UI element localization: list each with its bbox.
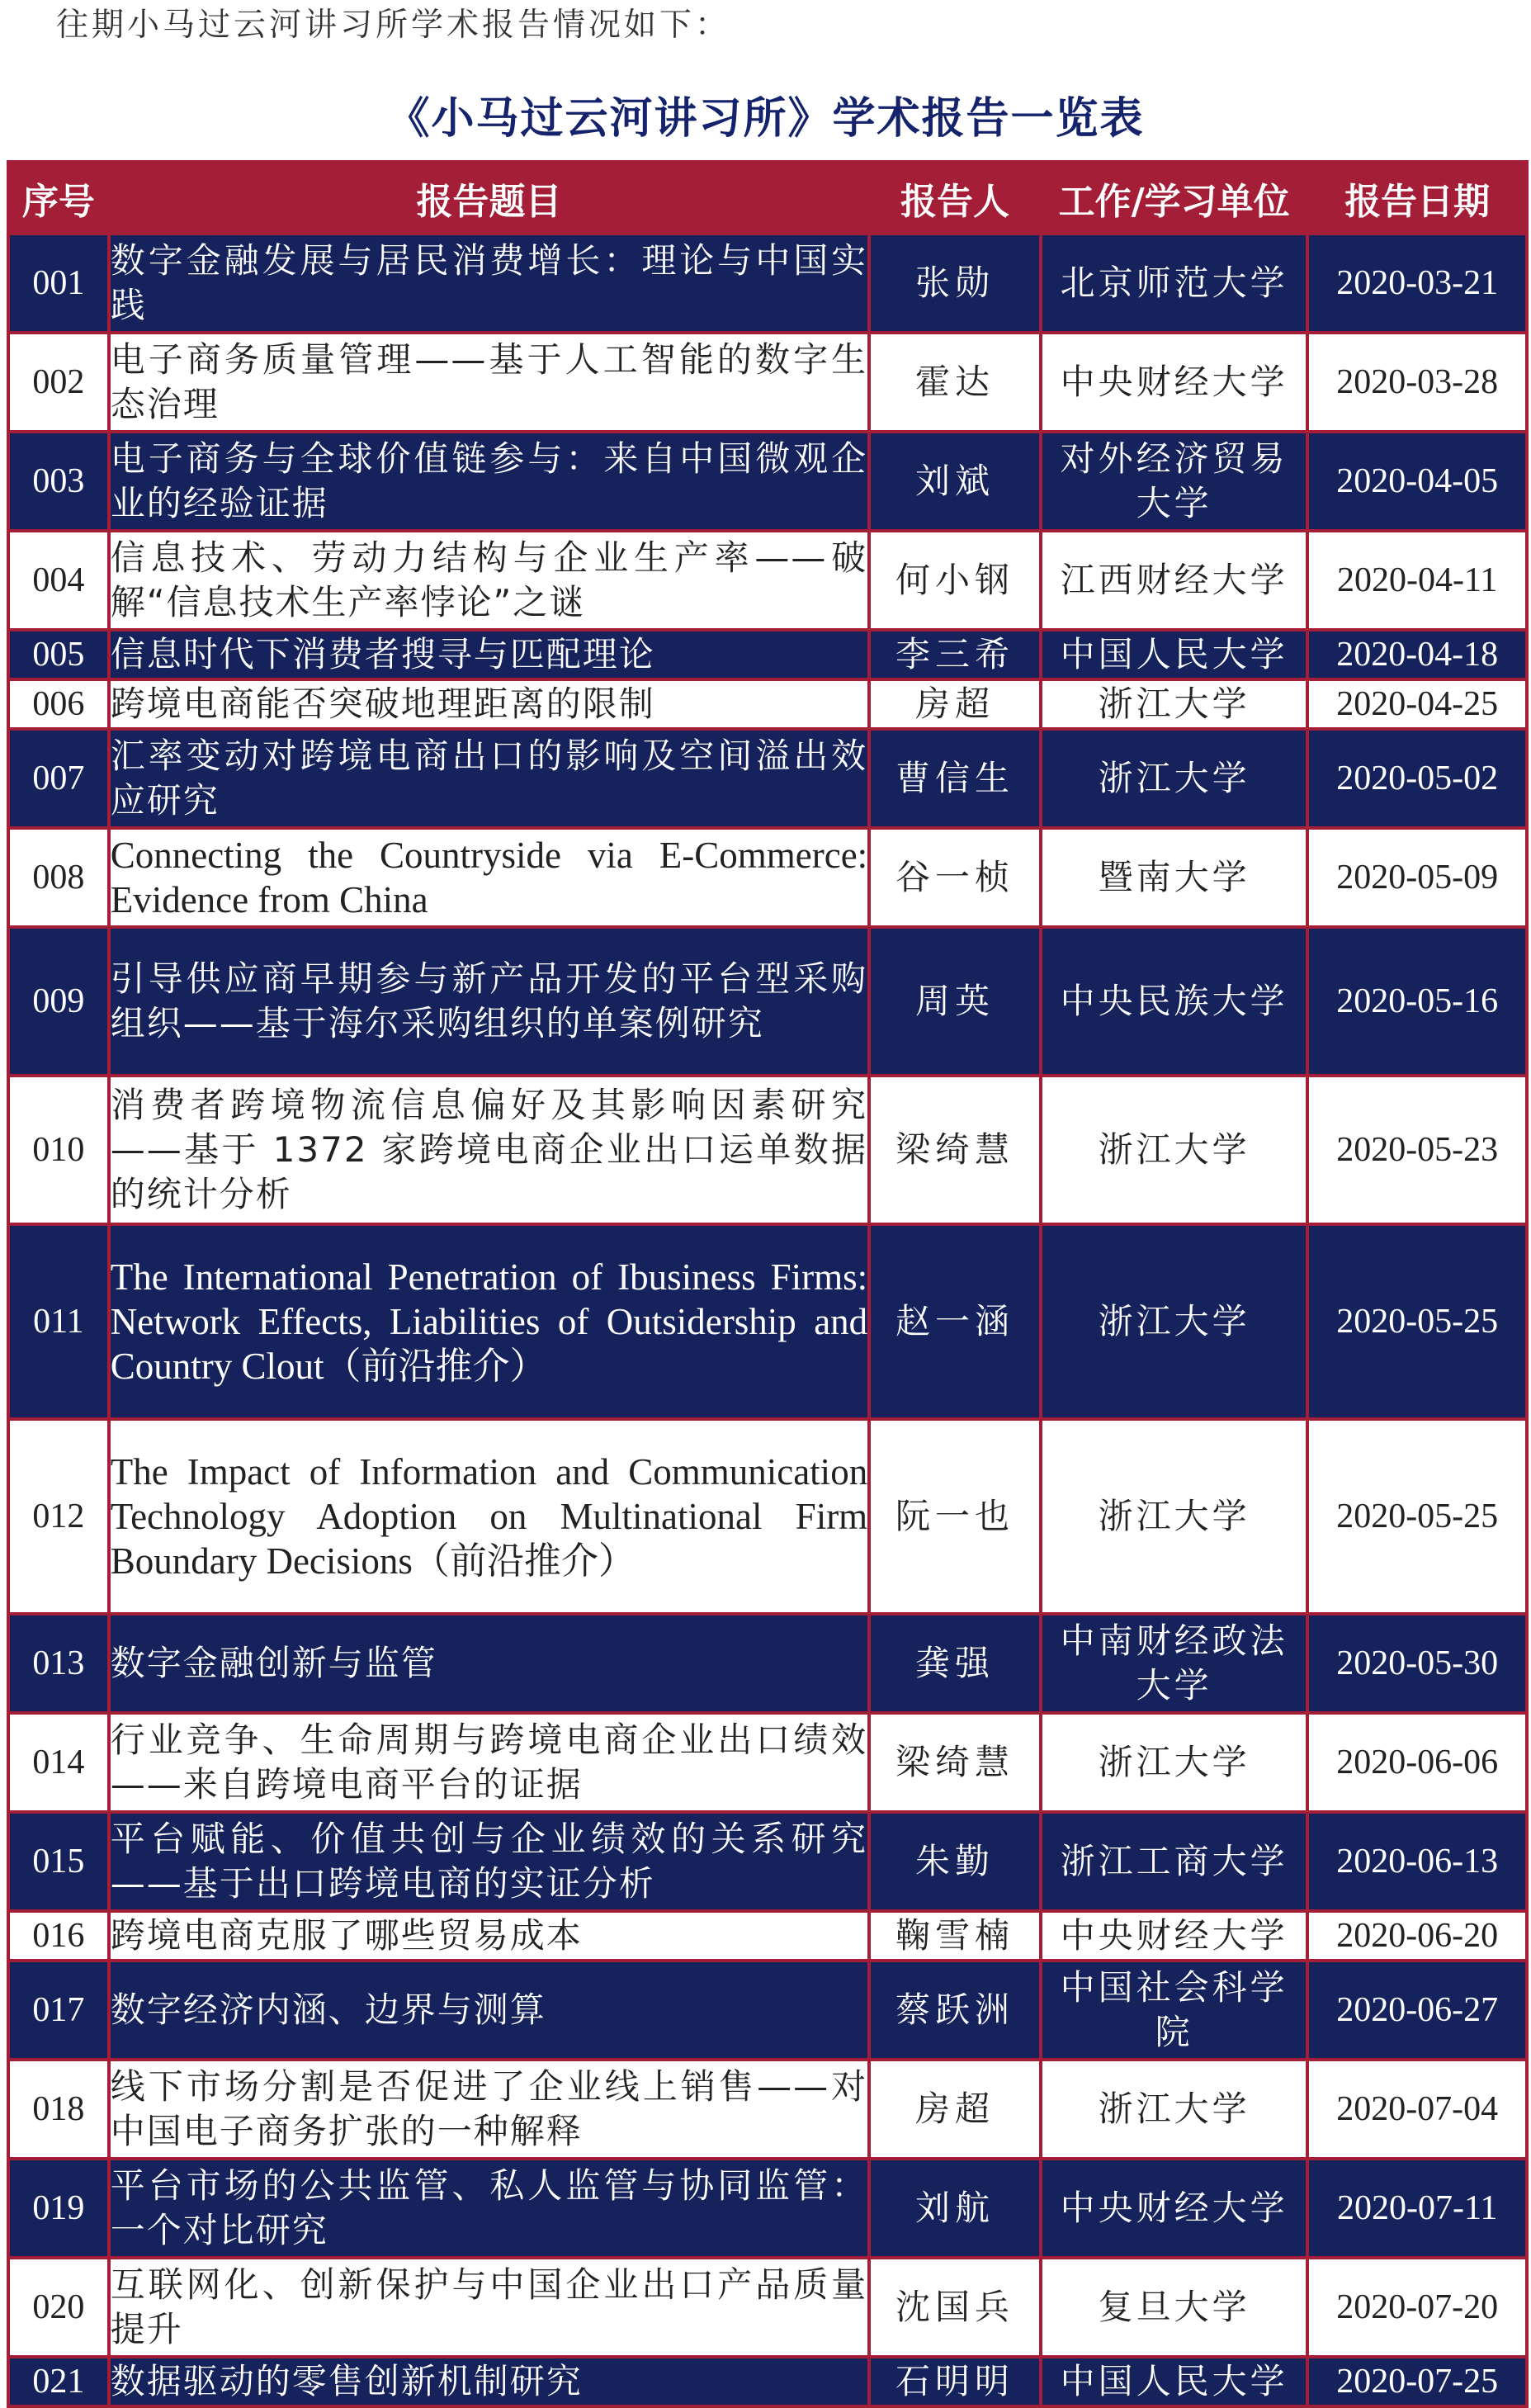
affiliation: 浙江工商大学 bbox=[1042, 1814, 1307, 1909]
report-title: 线下市场分割是否促进了企业线上销售——对中国电子商务扩张的一种解释 bbox=[111, 2061, 867, 2157]
row-number: 004 bbox=[10, 532, 107, 628]
row-number: 013 bbox=[10, 1616, 107, 1711]
speaker-name: 朱勤 bbox=[871, 1814, 1039, 1909]
row-number: 007 bbox=[10, 731, 107, 826]
table-row bbox=[10, 532, 1525, 628]
report-date: 2020-05-25 bbox=[1309, 1226, 1525, 1417]
header-no: 序号 bbox=[10, 163, 107, 232]
table-row bbox=[10, 1226, 1525, 1417]
affiliation: 中央民族大学 bbox=[1042, 929, 1307, 1074]
intro-text: 往期小马过云河讲习所学术报告情况如下： bbox=[56, 7, 731, 44]
report-title: 汇率变动对跨境电商出口的影响及空间溢出效应研究 bbox=[111, 731, 867, 826]
affiliation: 浙江大学 bbox=[1042, 1715, 1307, 1810]
row-number: 011 bbox=[10, 1226, 107, 1417]
report-title: 消费者跨境物流信息偏好及其影响因素研究——基于 1372 家跨境电商企业出口运单数据的统计分析 bbox=[111, 1077, 867, 1223]
row-number: 015 bbox=[10, 1814, 107, 1909]
speaker-name: 阮一也 bbox=[871, 1421, 1039, 1612]
affiliation: 复旦大学 bbox=[1042, 2259, 1307, 2355]
report-title: 引导供应商早期参与新产品开发的平台型采购组织——基于海尔采购组织的单案例研究 bbox=[111, 929, 867, 1074]
report-title: 行业竞争、生命周期与跨境电商企业出口绩效——来自跨境电商平台的证据 bbox=[111, 1715, 867, 1810]
report-table bbox=[7, 160, 1529, 2408]
header-title: 报告题目 bbox=[111, 163, 867, 232]
report-date: 2020-04-18 bbox=[1309, 632, 1525, 678]
table-title: 《小马过云河讲习所》学术报告一览表 bbox=[386, 94, 1145, 144]
row-number: 001 bbox=[10, 235, 107, 331]
affiliation: 中央财经大学 bbox=[1042, 334, 1307, 430]
table-row bbox=[10, 1421, 1525, 1612]
affiliation: 中国人民大学 bbox=[1042, 632, 1307, 678]
report-date: 2020-04-25 bbox=[1309, 681, 1525, 727]
table-row bbox=[10, 2160, 1525, 2256]
affiliation: 浙江大学 bbox=[1042, 1226, 1307, 1417]
affiliation: 中国社会科学院 bbox=[1042, 1962, 1307, 2058]
report-date: 2020-07-20 bbox=[1309, 2259, 1525, 2355]
speaker-name: 石明明 bbox=[871, 2358, 1039, 2405]
row-number: 002 bbox=[10, 334, 107, 430]
speaker-name: 房超 bbox=[871, 681, 1039, 727]
report-date: 2020-05-09 bbox=[1309, 830, 1525, 925]
report-title: 信息时代下消费者搜寻与匹配理论 bbox=[111, 632, 867, 678]
row-number: 016 bbox=[10, 1913, 107, 1959]
table-row bbox=[10, 632, 1525, 678]
row-number: 003 bbox=[10, 433, 107, 529]
table-row bbox=[10, 1814, 1525, 1909]
report-title: Connecting the Countryside via E-Commerce: Evidence from China bbox=[111, 830, 867, 925]
table-row bbox=[10, 731, 1525, 826]
affiliation: 中央财经大学 bbox=[1042, 1913, 1307, 1959]
row-number: 006 bbox=[10, 681, 107, 727]
table-row bbox=[10, 2358, 1525, 2405]
row-number: 018 bbox=[10, 2061, 107, 2157]
affiliation: 浙江大学 bbox=[1042, 2061, 1307, 2157]
affiliation: 浙江大学 bbox=[1042, 681, 1307, 727]
row-number: 008 bbox=[10, 830, 107, 925]
header-unit: 工作/学习单位 bbox=[1042, 163, 1307, 232]
affiliation: 江西财经大学 bbox=[1042, 532, 1307, 628]
speaker-name: 谷一桢 bbox=[871, 830, 1039, 925]
report-date: 2020-05-30 bbox=[1309, 1616, 1525, 1711]
report-date: 2020-06-27 bbox=[1309, 1962, 1525, 2058]
report-title: 跨境电商克服了哪些贸易成本 bbox=[111, 1913, 867, 1959]
affiliation: 暨南大学 bbox=[1042, 830, 1307, 925]
report-date: 2020-04-11 bbox=[1309, 532, 1525, 628]
table-body bbox=[10, 235, 1525, 2405]
report-title: 信息技术、劳动力结构与企业生产率——破解“信息技术生产率悖论”之谜 bbox=[111, 532, 867, 628]
report-title: The Impact of Information and Communication Technology Adoption on Multinational Firm Boundary Decisions（前沿推介） bbox=[111, 1421, 867, 1612]
row-number: 020 bbox=[10, 2259, 107, 2355]
speaker-name: 梁绮慧 bbox=[871, 1715, 1039, 1810]
table-row bbox=[10, 830, 1525, 925]
table-row bbox=[10, 2061, 1525, 2157]
report-title: 互联网化、创新保护与中国企业出口产品质量提升 bbox=[111, 2259, 867, 2355]
row-number: 019 bbox=[10, 2160, 107, 2256]
row-number: 012 bbox=[10, 1421, 107, 1612]
header-speaker: 报告人 bbox=[871, 163, 1039, 232]
table-row bbox=[10, 334, 1525, 430]
table-row bbox=[10, 929, 1525, 1074]
table-row bbox=[10, 681, 1525, 727]
speaker-name: 张勋 bbox=[871, 235, 1039, 331]
report-title: 平台赋能、价值共创与企业绩效的关系研究——基于出口跨境电商的实证分析 bbox=[111, 1814, 867, 1909]
row-number: 009 bbox=[10, 929, 107, 1074]
affiliation: 中国人民大学 bbox=[1042, 2358, 1307, 2405]
report-date: 2020-07-04 bbox=[1309, 2061, 1525, 2157]
report-title: 数字金融创新与监管 bbox=[111, 1616, 867, 1711]
table-row bbox=[10, 1077, 1525, 1223]
speaker-name: 沈国兵 bbox=[871, 2259, 1039, 2355]
speaker-name: 鞠雪楠 bbox=[871, 1913, 1039, 1959]
table-row bbox=[10, 1616, 1525, 1711]
report-title: 跨境电商能否突破地理距离的限制 bbox=[111, 681, 867, 727]
table-header-row bbox=[10, 163, 1525, 232]
speaker-name: 周英 bbox=[871, 929, 1039, 1074]
report-title: 平台市场的公共监管、私人监管与协同监管：一个对比研究 bbox=[111, 2160, 867, 2256]
speaker-name: 李三希 bbox=[871, 632, 1039, 678]
speaker-name: 刘斌 bbox=[871, 433, 1039, 529]
report-title: 数字经济内涵、边界与测算 bbox=[111, 1962, 867, 2058]
report-date: 2020-06-13 bbox=[1309, 1814, 1525, 1909]
affiliation: 中南财经政法大学 bbox=[1042, 1616, 1307, 1711]
report-title: The International Penetration of Ibusiness Firms: Network Effects, Liabilities of Outsidership and Country Clout（前沿推介） bbox=[111, 1226, 867, 1417]
row-number: 017 bbox=[10, 1962, 107, 2058]
report-date: 2020-06-20 bbox=[1309, 1913, 1525, 1959]
affiliation: 对外经济贸易大学 bbox=[1042, 433, 1307, 529]
report-date: 2020-05-23 bbox=[1309, 1077, 1525, 1223]
report-date: 2020-05-16 bbox=[1309, 929, 1525, 1074]
speaker-name: 霍达 bbox=[871, 334, 1039, 430]
affiliation: 浙江大学 bbox=[1042, 1421, 1307, 1612]
report-date: 2020-03-21 bbox=[1309, 235, 1525, 331]
report-date: 2020-06-06 bbox=[1309, 1715, 1525, 1810]
speaker-name: 赵一涵 bbox=[871, 1226, 1039, 1417]
speaker-name: 房超 bbox=[871, 2061, 1039, 2157]
speaker-name: 蔡跃洲 bbox=[871, 1962, 1039, 2058]
speaker-name: 刘航 bbox=[871, 2160, 1039, 2256]
affiliation: 浙江大学 bbox=[1042, 1077, 1307, 1223]
report-title: 电子商务与全球价值链参与：来自中国微观企业的经验证据 bbox=[111, 433, 867, 529]
affiliation: 中央财经大学 bbox=[1042, 2160, 1307, 2256]
row-number: 005 bbox=[10, 632, 107, 678]
table-row bbox=[10, 1913, 1525, 1959]
report-title: 数字金融发展与居民消费增长：理论与中国实践 bbox=[111, 235, 867, 331]
report-date: 2020-04-05 bbox=[1309, 433, 1525, 529]
row-number: 021 bbox=[10, 2358, 107, 2405]
table-row bbox=[10, 1715, 1525, 1810]
report-date: 2020-05-02 bbox=[1309, 731, 1525, 826]
report-date: 2020-07-25 bbox=[1309, 2358, 1525, 2405]
speaker-name: 龚强 bbox=[871, 1616, 1039, 1711]
header-date: 报告日期 bbox=[1309, 163, 1525, 232]
table-row bbox=[10, 235, 1525, 331]
speaker-name: 梁绮慧 bbox=[871, 1077, 1039, 1223]
report-date: 2020-03-28 bbox=[1309, 334, 1525, 430]
report-date: 2020-05-25 bbox=[1309, 1421, 1525, 1612]
report-title: 电子商务质量管理——基于人工智能的数字生态治理 bbox=[111, 334, 867, 430]
affiliation: 北京师范大学 bbox=[1042, 235, 1307, 331]
row-number: 010 bbox=[10, 1077, 107, 1223]
affiliation: 浙江大学 bbox=[1042, 731, 1307, 826]
table-row bbox=[10, 433, 1525, 529]
row-number: 014 bbox=[10, 1715, 107, 1810]
speaker-name: 曹信生 bbox=[871, 731, 1039, 826]
table-row bbox=[10, 2259, 1525, 2355]
report-title: 数据驱动的零售创新机制研究 bbox=[111, 2358, 867, 2405]
table-row bbox=[10, 1962, 1525, 2058]
report-date: 2020-07-11 bbox=[1309, 2160, 1525, 2256]
speaker-name: 何小钢 bbox=[871, 532, 1039, 628]
